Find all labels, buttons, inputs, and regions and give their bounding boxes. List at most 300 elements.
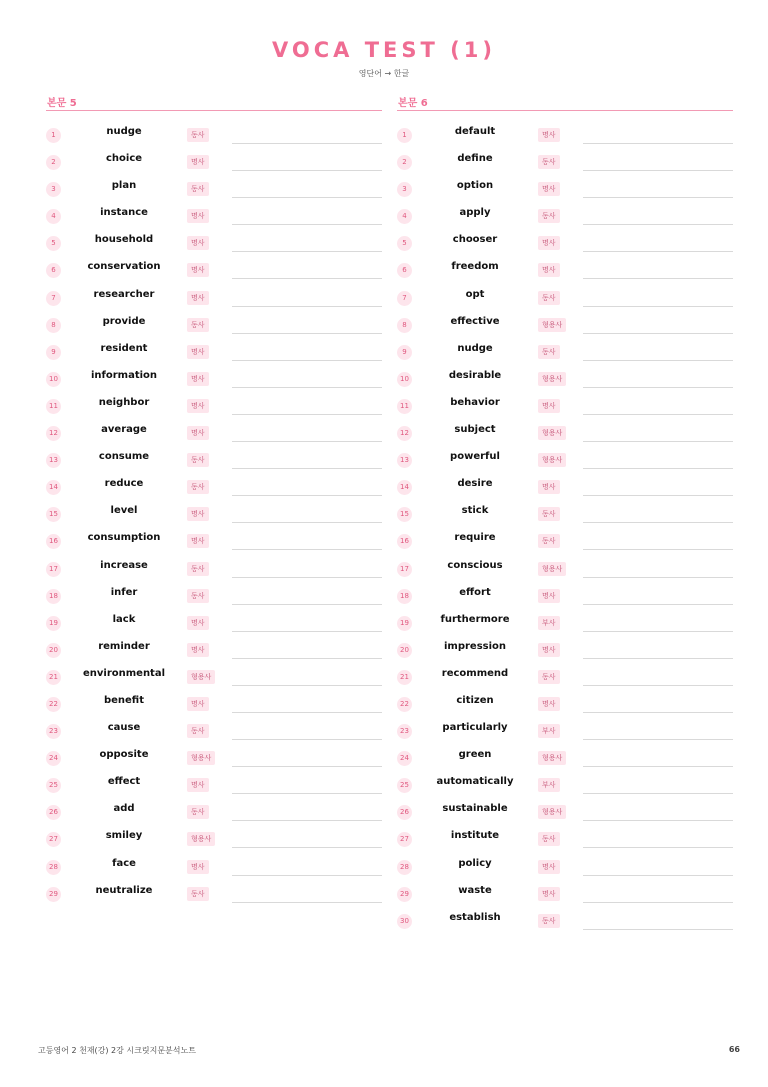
part-of-speech-badge: 동사 [538,507,560,521]
vocab-row [397,637,733,664]
part-of-speech-badge: 명사 [187,399,209,413]
vocab-row [46,799,382,826]
part-of-speech-badge: 동사 [187,805,209,819]
answer-blank-line[interactable] [232,414,382,415]
part-of-speech-badge: 동사 [187,182,209,196]
item-number: 9 [46,345,61,360]
part-of-speech-badge: 형용사 [538,426,566,440]
answer-blank-line[interactable] [232,766,382,767]
item-number: 9 [397,345,412,360]
item-number: 25 [397,778,412,793]
vocab-row [46,718,382,745]
vocab-word: household [94,234,154,246]
answer-blank-line[interactable] [583,197,733,198]
answer-blank-line[interactable] [232,549,382,550]
vocab-word: benefit [103,694,145,706]
item-number: 15 [46,507,61,522]
answer-blank-line[interactable] [583,712,733,713]
part-of-speech-badge: 명사 [187,209,209,223]
answer-blank-line[interactable] [232,197,382,198]
item-number: 29 [397,887,412,902]
vocab-word: freedom [451,261,499,273]
section-title: 본문 5 [46,94,382,111]
item-number: 30 [397,914,412,929]
vocab-word: effort [459,586,491,598]
part-of-speech-badge: 명사 [187,372,209,386]
part-of-speech-badge: 동사 [187,589,209,603]
part-of-speech-badge: 형용사 [187,751,215,765]
item-number: 19 [397,616,412,631]
item-number: 14 [46,480,61,495]
part-of-speech-badge: 명사 [538,643,560,657]
part-of-speech-badge: 명사 [538,697,560,711]
vocab-row [46,339,382,366]
vocab-word: conscious [447,559,503,571]
vocab-row [46,528,382,555]
vocab-row [397,583,733,610]
vocab-row [397,285,733,312]
part-of-speech-badge: 명사 [187,507,209,521]
answer-blank-line[interactable] [583,875,733,876]
vocab-row [397,528,733,555]
answer-blank-line[interactable] [583,577,733,578]
vocab-word: particularly [442,722,508,734]
vocab-word: add [113,803,135,815]
item-number: 10 [397,372,412,387]
answer-blank-line[interactable] [232,658,382,659]
part-of-speech-badge: 명사 [538,128,560,142]
vocab-word: apply [459,207,491,219]
part-of-speech-badge: 명사 [538,589,560,603]
item-number: 7 [397,291,412,306]
answer-blank-line[interactable] [232,604,382,605]
answer-blank-line[interactable] [583,902,733,903]
answer-blank-line[interactable] [583,549,733,550]
part-of-speech-badge: 동사 [538,155,560,169]
answer-blank-line[interactable] [232,387,382,388]
answer-blank-line[interactable] [583,170,733,171]
section-title: 본문 6 [397,94,733,111]
vocab-word: option [456,180,494,192]
answer-blank-line[interactable] [232,847,382,848]
vocab-word: effect [107,776,141,788]
item-number: 12 [397,426,412,441]
item-number: 17 [46,562,61,577]
part-of-speech-badge: 동사 [538,345,560,359]
vocab-row [46,285,382,312]
item-number: 13 [397,453,412,468]
vocab-word: establish [449,911,501,923]
answer-blank-line[interactable] [583,143,733,144]
vocab-word: provide [102,315,146,327]
vocab-row [46,420,382,447]
answer-blank-line[interactable] [583,441,733,442]
vocab-row [397,176,733,203]
vocab-word: green [458,749,492,761]
vocab-row [46,203,382,230]
answer-blank-line[interactable] [583,766,733,767]
part-of-speech-badge: 부사 [538,778,560,792]
vocab-word: nudge [457,342,493,354]
vocab-word: citizen [456,694,494,706]
answer-blank-line[interactable] [583,387,733,388]
part-of-speech-badge: 동사 [538,914,560,928]
part-of-speech-badge: 부사 [538,616,560,630]
part-of-speech-badge: 명사 [538,860,560,874]
item-number: 16 [46,534,61,549]
vocab-word: instance [100,207,148,219]
answer-blank-line[interactable] [583,360,733,361]
item-number: 8 [46,318,61,333]
vocab-row [46,393,382,420]
part-of-speech-badge: 명사 [187,291,209,305]
part-of-speech-badge: 형용사 [538,453,566,467]
item-number: 11 [397,399,412,414]
vocab-row [46,610,382,637]
item-number: 26 [397,805,412,820]
answer-blank-line[interactable] [232,360,382,361]
vocab-word: policy [458,857,492,869]
answer-blank-line[interactable] [583,658,733,659]
item-number: 5 [46,236,61,251]
item-number: 5 [397,236,412,251]
answer-blank-line[interactable] [583,468,733,469]
vocab-row [397,718,733,745]
item-number: 2 [46,155,61,170]
answer-blank-line[interactable] [232,712,382,713]
part-of-speech-badge: 동사 [187,453,209,467]
item-number: 24 [46,751,61,766]
vocab-list [397,122,733,935]
vocab-word: furthermore [440,613,510,625]
part-of-speech-badge: 형용사 [538,751,566,765]
item-number: 7 [46,291,61,306]
part-of-speech-badge: 동사 [187,318,209,332]
vocab-row [46,312,382,339]
vocab-row [46,447,382,474]
vocab-row [397,230,733,257]
vocab-word: subject [454,424,496,436]
item-number: 22 [397,697,412,712]
part-of-speech-badge: 동사 [538,832,560,846]
vocab-row [46,881,382,908]
vocab-row [397,556,733,583]
vocab-word: resident [100,342,148,354]
vocab-row [46,556,382,583]
section-column [397,94,733,935]
item-number: 23 [397,724,412,739]
part-of-speech-badge: 명사 [187,426,209,440]
answer-blank-line[interactable] [583,739,733,740]
vocab-row [46,826,382,853]
vocab-word: consume [98,451,150,463]
vocab-word: smiley [105,830,143,842]
vocab-word: plan [111,180,137,192]
vocab-row [397,312,733,339]
part-of-speech-badge: 동사 [538,291,560,305]
answer-blank-line[interactable] [232,170,382,171]
answer-blank-line[interactable] [232,495,382,496]
item-number: 1 [397,128,412,143]
part-of-speech-badge: 명사 [538,887,560,901]
answer-blank-line[interactable] [232,143,382,144]
vocab-row [46,637,382,664]
part-of-speech-badge: 형용사 [538,318,566,332]
part-of-speech-badge: 동사 [187,887,209,901]
item-number: 13 [46,453,61,468]
answer-blank-line[interactable] [232,224,382,225]
footer-book-title: 고등영어 2 천재(강) 2강 시크릿지문분석노트 [38,1046,196,1055]
item-number: 4 [397,209,412,224]
answer-blank-line[interactable] [232,902,382,903]
answer-blank-line[interactable] [232,739,382,740]
vocab-word: default [454,126,496,137]
vocab-row [46,583,382,610]
vocab-word: conservation [87,261,161,273]
vocab-word: effective [450,315,500,327]
answer-blank-line[interactable] [583,224,733,225]
item-number: 15 [397,507,412,522]
vocab-row [46,257,382,284]
part-of-speech-badge: 부사 [538,724,560,738]
vocab-word: nudge [106,126,142,137]
vocab-word: desire [457,478,493,490]
vocab-row [397,772,733,799]
answer-blank-line[interactable] [232,522,382,523]
part-of-speech-badge: 명사 [187,860,209,874]
part-of-speech-badge: 동사 [538,670,560,684]
vocab-row [46,745,382,772]
vocab-word: chooser [452,234,498,246]
vocab-word: researcher [93,288,155,300]
item-number: 1 [46,128,61,143]
vocab-row [397,474,733,501]
vocab-row [397,257,733,284]
answer-blank-line[interactable] [583,793,733,794]
answer-blank-line[interactable] [232,577,382,578]
part-of-speech-badge: 명사 [187,643,209,657]
item-number: 20 [46,643,61,658]
part-of-speech-badge: 동사 [187,724,209,738]
vocab-row [46,230,382,257]
vocab-row [46,176,382,203]
answer-blank-line[interactable] [232,820,382,821]
vocab-row [46,149,382,176]
vocab-row [397,691,733,718]
vocab-row [397,826,733,853]
answer-blank-line[interactable] [583,847,733,848]
answer-blank-line[interactable] [232,278,382,279]
item-number: 24 [397,751,412,766]
answer-blank-line[interactable] [583,631,733,632]
item-number: 2 [397,155,412,170]
vocab-word: reminder [98,640,150,652]
vocab-word: lack [112,613,136,625]
part-of-speech-badge: 명사 [187,263,209,277]
answer-blank-line[interactable] [232,441,382,442]
vocab-row [397,149,733,176]
vocab-word: consumption [87,532,161,544]
item-number: 14 [397,480,412,495]
item-number: 27 [46,832,61,847]
vocab-word: opt [465,288,485,300]
vocab-row [397,420,733,447]
answer-blank-line[interactable] [583,820,733,821]
answer-blank-line[interactable] [232,631,382,632]
vocab-word: increase [100,559,148,571]
answer-blank-line[interactable] [583,604,733,605]
item-number: 23 [46,724,61,739]
vocab-word: waste [458,884,492,896]
vocab-row [46,501,382,528]
vocab-list [46,122,382,908]
part-of-speech-badge: 형용사 [538,805,566,819]
answer-blank-line[interactable] [232,306,382,307]
vocab-row [46,366,382,393]
answer-blank-line[interactable] [583,929,733,930]
part-of-speech-badge: 명사 [538,399,560,413]
vocab-word: behavior [450,396,500,408]
vocab-word: cause [107,722,141,734]
vocab-row [46,474,382,501]
vocab-row [397,799,733,826]
part-of-speech-badge: 명사 [187,616,209,630]
item-number: 27 [397,832,412,847]
part-of-speech-badge: 명사 [538,236,560,250]
answer-blank-line[interactable] [583,522,733,523]
vocab-row [397,908,733,935]
vocab-word: face [112,857,136,869]
vocab-row [397,203,733,230]
vocab-row [397,881,733,908]
vocab-word: require [454,532,496,544]
vocab-row [397,610,733,637]
item-number: 26 [46,805,61,820]
item-number: 17 [397,562,412,577]
part-of-speech-badge: 명사 [187,236,209,250]
page-title: VOCA TEST (1) [272,38,496,62]
item-number: 18 [397,589,412,604]
answer-blank-line[interactable] [583,685,733,686]
part-of-speech-badge: 형용사 [187,832,215,846]
answer-blank-line[interactable] [583,251,733,252]
item-number: 12 [46,426,61,441]
vocab-row [397,122,733,149]
item-number: 28 [46,860,61,875]
part-of-speech-badge: 명사 [187,778,209,792]
item-number: 3 [46,182,61,197]
vocab-row [397,393,733,420]
section-column [46,94,382,908]
vocab-word: choice [105,153,143,165]
answer-blank-line[interactable] [232,875,382,876]
item-number: 21 [46,670,61,685]
part-of-speech-badge: 명사 [538,480,560,494]
vocab-word: desirable [448,369,502,381]
item-number: 29 [46,887,61,902]
answer-blank-line[interactable] [232,793,382,794]
item-number: 20 [397,643,412,658]
item-number: 18 [46,589,61,604]
vocab-row [397,339,733,366]
part-of-speech-badge: 명사 [187,155,209,169]
vocab-word: sustainable [442,803,508,815]
vocab-row [397,501,733,528]
answer-blank-line[interactable] [232,685,382,686]
answer-blank-line[interactable] [583,333,733,334]
vocab-word: stick [461,505,489,517]
vocab-word: information [90,369,158,381]
part-of-speech-badge: 명사 [538,182,560,196]
part-of-speech-badge: 명사 [187,534,209,548]
vocab-row [46,122,382,149]
vocab-row [397,366,733,393]
part-of-speech-badge: 명사 [187,697,209,711]
vocab-word: neighbor [98,396,150,408]
item-number: 28 [397,860,412,875]
answer-blank-line[interactable] [583,278,733,279]
part-of-speech-badge: 명사 [538,263,560,277]
vocab-word: powerful [450,451,500,463]
vocab-word: institute [450,830,500,842]
vocab-row [46,772,382,799]
part-of-speech-badge: 형용사 [538,562,566,576]
page-subtitle: 영단어 → 한글 [358,69,410,78]
vocab-word: neutralize [95,884,153,896]
item-number: 11 [46,399,61,414]
vocab-word: impression [443,640,507,652]
vocab-row [46,664,382,691]
answer-blank-line[interactable] [232,468,382,469]
part-of-speech-badge: 형용사 [187,670,215,684]
item-number: 10 [46,372,61,387]
item-number: 8 [397,318,412,333]
vocab-row [397,745,733,772]
part-of-speech-badge: 동사 [187,562,209,576]
page-number: 66 [728,1045,740,1054]
vocab-word: recommend [441,667,509,679]
vocab-word: level [110,505,138,517]
vocab-row [397,664,733,691]
vocab-word: opposite [99,749,149,761]
part-of-speech-badge: 동사 [187,480,209,494]
part-of-speech-badge: 명사 [187,345,209,359]
vocab-row [397,854,733,881]
item-number: 6 [397,263,412,278]
vocab-word: environmental [82,667,166,679]
part-of-speech-badge: 동사 [187,128,209,142]
item-number: 21 [397,670,412,685]
vocab-word: infer [110,586,138,598]
answer-blank-line[interactable] [583,414,733,415]
item-number: 6 [46,263,61,278]
vocab-word: automatically [436,776,514,788]
item-number: 3 [397,182,412,197]
item-number: 19 [46,616,61,631]
answer-blank-line[interactable] [583,306,733,307]
vocab-word: average [101,424,147,436]
vocab-row [46,691,382,718]
answer-blank-line[interactable] [583,495,733,496]
item-number: 22 [46,697,61,712]
vocab-row [397,447,733,474]
part-of-speech-badge: 동사 [538,534,560,548]
answer-blank-line[interactable] [232,251,382,252]
item-number: 16 [397,534,412,549]
part-of-speech-badge: 동사 [538,209,560,223]
answer-blank-line[interactable] [232,333,382,334]
vocab-row [46,854,382,881]
